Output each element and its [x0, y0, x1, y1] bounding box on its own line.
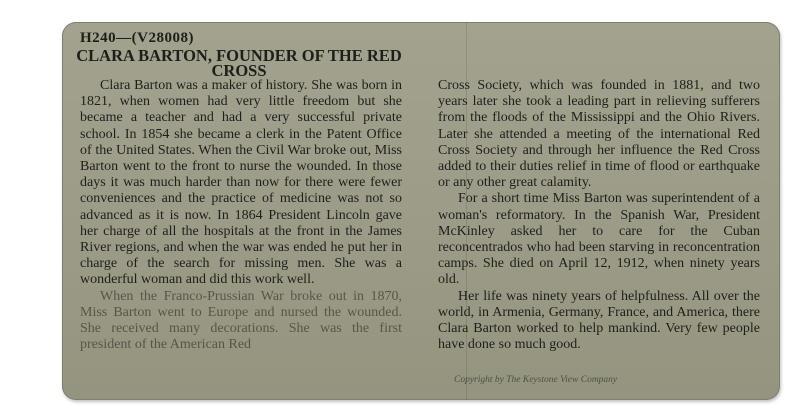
right-paragraph-1: Cross Society, which was founded in 1881, and two years later she took a leading part in relieving sufferers from the floods of the Mississippi and the Ohio Rivers. Later she attended a meeting of the international Red Cross Society and through her influence the Red Cross added to their duties relief in time of flood or earthquake or any other great calamity. [438, 78, 760, 191]
left-paragraph-1: Clara Barton was a maker of history. She was born in 1821, when women had very little freedom but she became a teacher and had a very successful private school. In 1854 she became a clerk in the Patent Office of the United States. When the Civil War broke out, Miss Barton went to the front to nurse the wounded. In those days it was much harder than now for there were fewer conveniences and the practice of medicine was not so advanced as it is now. In 1864 President Lincoln gave her charge of all the hospitals at the front in the James River regions, and when the war was ended he put her in charge of the search for missing men. She was a wonderful woman and did this work well. [80, 78, 402, 288]
catalog-number: H240—(V28008) [80, 30, 194, 46]
left-column [80, 78, 402, 353]
right-paragraph-3: Her life was ninety years of helpfulness. All over the world, in Armenia, Germany, France, and America, there Clara Barton worked to help mankind. Very few people have done so much good. [438, 288, 760, 353]
card-title: CLARA BARTON, FOUNDER OF THE RED CROSS [76, 46, 402, 80]
copyright-notice: Copyright by The Keystone View Company [454, 375, 618, 385]
stereoview-card-back [62, 22, 780, 400]
left-paragraph-2: When the Franco-Prussian War broke out in 1870, Miss Barton went to Europe and nursed the wounded. She received many decorations. She was the first president of the American Red [80, 288, 402, 353]
right-paragraph-2: For a short time Miss Barton was superintendent of a woman's reformatory. In the Spanish War, President McKinley asked her to care for the Cuban reconcentrados who had been starving in reconcentration camps. She died on April 12, 1912, when ninety years old. [438, 191, 760, 288]
right-column [438, 78, 760, 353]
